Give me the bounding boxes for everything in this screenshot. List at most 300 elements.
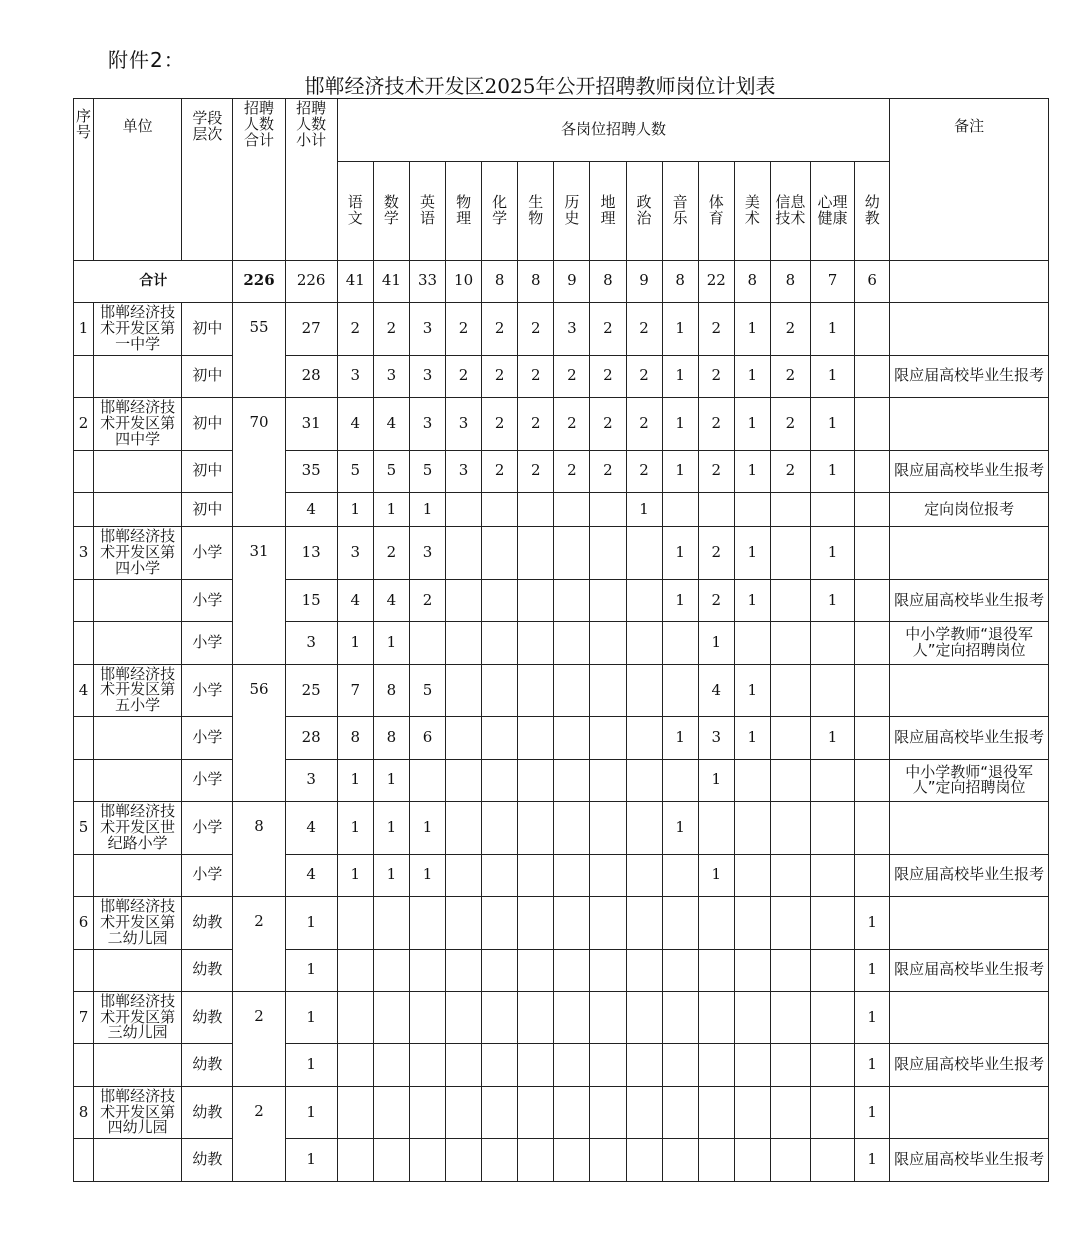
summary-count: 9	[626, 260, 662, 302]
row-count	[698, 1139, 734, 1182]
row-remark: 限应届高校毕业生报考	[890, 717, 1049, 759]
row-count	[770, 579, 810, 621]
row-count	[810, 1086, 854, 1139]
row-total: 31	[233, 527, 285, 664]
row-count	[734, 622, 770, 664]
row-count: 1	[855, 1139, 890, 1182]
row-count	[409, 1086, 445, 1139]
row-total: 2	[233, 897, 285, 992]
row-count: 2	[590, 398, 626, 451]
row-count: 2	[698, 398, 734, 451]
row-count	[590, 579, 626, 621]
header-row-top	[74, 99, 1049, 162]
header-seq: 序号	[74, 99, 94, 261]
row-count	[554, 991, 590, 1044]
row-count	[626, 991, 662, 1044]
row-count	[409, 1139, 445, 1182]
row-count	[626, 1139, 662, 1182]
row-count	[446, 1086, 482, 1139]
row-count	[734, 1139, 770, 1182]
row-seq-empty	[74, 949, 94, 991]
row-count	[770, 717, 810, 759]
header-subject: 数学	[373, 161, 409, 260]
row-count	[518, 622, 554, 664]
row-subtotal: 28	[285, 355, 337, 397]
row-unit-empty	[94, 717, 182, 759]
summary-count: 8	[662, 260, 698, 302]
row-count: 2	[337, 303, 373, 356]
row-unit-empty	[94, 355, 182, 397]
row-subtotal: 13	[285, 527, 337, 580]
table-row	[74, 759, 1049, 801]
row-count	[626, 759, 662, 801]
row-count	[626, 717, 662, 759]
row-count	[554, 1044, 590, 1086]
row-count: 1	[810, 355, 854, 397]
row-count	[810, 664, 854, 717]
row-count: 1	[662, 717, 698, 759]
row-seq-empty	[74, 759, 94, 801]
row-count: 2	[590, 355, 626, 397]
row-count: 2	[373, 527, 409, 580]
row-count	[554, 759, 590, 801]
row-remark: 中小学教师“退役军人”定向招聘岗位	[890, 759, 1049, 801]
row-count: 4	[373, 398, 409, 451]
row-count	[554, 949, 590, 991]
row-unit: 邯郸经济技术开发区第一中学	[94, 303, 182, 356]
row-count	[855, 854, 890, 896]
row-remark	[890, 991, 1049, 1044]
row-count: 1	[698, 622, 734, 664]
row-total: 55	[233, 303, 285, 398]
row-count: 2	[626, 303, 662, 356]
row-subtotal: 1	[285, 949, 337, 991]
table-row	[74, 622, 1049, 664]
row-count	[770, 854, 810, 896]
row-count: 3	[698, 717, 734, 759]
row-count: 1	[855, 1044, 890, 1086]
row-count	[482, 1086, 518, 1139]
row-count: 2	[409, 579, 445, 621]
row-count	[734, 492, 770, 526]
row-remark	[890, 303, 1049, 356]
row-count: 1	[855, 897, 890, 950]
row-count: 2	[446, 355, 482, 397]
row-count	[409, 991, 445, 1044]
row-count: 1	[337, 854, 373, 896]
row-count	[518, 1044, 554, 1086]
row-unit-empty	[94, 622, 182, 664]
row-count: 7	[337, 664, 373, 717]
row-count	[337, 1044, 373, 1086]
row-count	[770, 1139, 810, 1182]
row-count	[590, 854, 626, 896]
row-count: 1	[373, 854, 409, 896]
table-row	[74, 398, 1049, 451]
row-stage: 初中	[182, 303, 233, 356]
row-count	[518, 1139, 554, 1182]
header-subject: 音乐	[662, 161, 698, 260]
row-count	[626, 854, 662, 896]
row-count: 3	[409, 398, 445, 451]
row-count	[855, 355, 890, 397]
row-count	[482, 991, 518, 1044]
row-count: 1	[337, 492, 373, 526]
row-count: 3	[554, 303, 590, 356]
row-count	[770, 1086, 810, 1139]
row-seq-empty	[74, 1139, 94, 1182]
row-count: 1	[734, 450, 770, 492]
row-count: 1	[810, 450, 854, 492]
table-row	[74, 1139, 1049, 1182]
row-stage: 小学	[182, 527, 233, 580]
row-count	[482, 717, 518, 759]
table-row	[74, 664, 1049, 717]
row-count: 1	[855, 991, 890, 1044]
row-count	[373, 1044, 409, 1086]
row-total: 2	[233, 1086, 285, 1181]
row-seq-empty	[74, 622, 94, 664]
row-count: 1	[734, 579, 770, 621]
row-count	[409, 949, 445, 991]
row-subtotal: 31	[285, 398, 337, 451]
summary-label: 合计	[74, 260, 233, 302]
row-count: 5	[409, 664, 445, 717]
row-unit: 邯郸经济技术开发区世纪路小学	[94, 802, 182, 855]
row-count: 1	[337, 759, 373, 801]
row-count	[518, 802, 554, 855]
row-count	[554, 854, 590, 896]
row-stage: 初中	[182, 450, 233, 492]
row-count	[698, 1044, 734, 1086]
row-count: 5	[409, 450, 445, 492]
row-count	[446, 897, 482, 950]
row-count: 2	[482, 355, 518, 397]
attachment-label: 附件2：	[108, 48, 185, 72]
row-count	[590, 759, 626, 801]
row-stage: 幼教	[182, 1086, 233, 1139]
row-count: 4	[337, 398, 373, 451]
row-count	[337, 897, 373, 950]
row-unit-empty	[94, 1044, 182, 1086]
row-count: 2	[770, 398, 810, 451]
row-count	[554, 897, 590, 950]
table-row	[74, 1044, 1049, 1086]
row-count: 2	[698, 527, 734, 580]
row-count: 1	[337, 622, 373, 664]
row-count	[698, 802, 734, 855]
row-count	[482, 854, 518, 896]
row-count	[590, 664, 626, 717]
row-count: 2	[770, 450, 810, 492]
row-count	[810, 492, 854, 526]
summary-count: 22	[698, 260, 734, 302]
row-count	[482, 897, 518, 950]
row-count	[810, 1139, 854, 1182]
row-count	[337, 1139, 373, 1182]
header-subject: 政治	[626, 161, 662, 260]
summary-count: 41	[337, 260, 373, 302]
row-count: 1	[734, 398, 770, 451]
row-total: 56	[233, 664, 285, 801]
row-unit-empty	[94, 1139, 182, 1182]
row-seq-empty	[74, 717, 94, 759]
row-count	[518, 717, 554, 759]
row-seq: 6	[74, 897, 94, 950]
row-count	[626, 949, 662, 991]
row-count	[518, 759, 554, 801]
row-count	[554, 1139, 590, 1182]
row-count: 1	[810, 303, 854, 356]
row-count	[698, 492, 734, 526]
header-unit: 单位	[94, 99, 182, 261]
row-stage: 初中	[182, 398, 233, 451]
row-count: 2	[373, 303, 409, 356]
row-count: 4	[337, 579, 373, 621]
row-unit-empty	[94, 492, 182, 526]
row-count	[810, 897, 854, 950]
row-subtotal: 1	[285, 991, 337, 1044]
row-count: 1	[662, 355, 698, 397]
row-count: 2	[590, 450, 626, 492]
row-unit: 邯郸经济技术开发区第四小学	[94, 527, 182, 580]
row-remark	[890, 527, 1049, 580]
header-subject: 物理	[446, 161, 482, 260]
row-count	[554, 717, 590, 759]
recruitment-plan-table	[73, 98, 1049, 1182]
row-stage: 幼教	[182, 1139, 233, 1182]
summary-total: 226	[233, 260, 285, 302]
row-stage: 幼教	[182, 1044, 233, 1086]
row-count: 2	[446, 303, 482, 356]
row-count	[662, 1086, 698, 1139]
row-count	[446, 949, 482, 991]
row-count: 5	[373, 450, 409, 492]
header-subject: 生物	[518, 161, 554, 260]
row-count	[626, 622, 662, 664]
row-count	[446, 759, 482, 801]
row-count	[734, 1044, 770, 1086]
row-count	[662, 897, 698, 950]
row-count	[734, 759, 770, 801]
row-count: 1	[662, 303, 698, 356]
row-count	[662, 949, 698, 991]
row-count	[482, 759, 518, 801]
row-count: 1	[373, 802, 409, 855]
row-remark: 限应届高校毕业生报考	[890, 854, 1049, 896]
row-unit-empty	[94, 949, 182, 991]
row-unit: 邯郸经济技术开发区第三幼儿园	[94, 991, 182, 1044]
row-count	[518, 527, 554, 580]
row-count	[446, 664, 482, 717]
row-count	[482, 492, 518, 526]
row-count	[518, 1086, 554, 1139]
row-count: 8	[373, 717, 409, 759]
row-count	[810, 854, 854, 896]
row-count	[590, 897, 626, 950]
row-unit-empty	[94, 579, 182, 621]
row-count: 1	[662, 579, 698, 621]
row-stage: 小学	[182, 579, 233, 621]
row-unit: 邯郸经济技术开发区第四幼儿园	[94, 1086, 182, 1139]
row-count: 1	[409, 854, 445, 896]
table-row	[74, 802, 1049, 855]
row-unit: 邯郸经济技术开发区第四中学	[94, 398, 182, 451]
row-count	[409, 622, 445, 664]
row-remark: 限应届高校毕业生报考	[890, 450, 1049, 492]
summary-count: 8	[770, 260, 810, 302]
header-subject: 心理健康	[810, 161, 854, 260]
table-row	[74, 949, 1049, 991]
row-remark: 限应届高校毕业生报考	[890, 1044, 1049, 1086]
row-count	[482, 802, 518, 855]
row-count	[626, 579, 662, 621]
page-title: 邯郸经济技术开发区2025年公开招聘教师岗位计划表	[304, 74, 776, 98]
row-count: 2	[626, 450, 662, 492]
summary-count: 41	[373, 260, 409, 302]
row-count	[590, 802, 626, 855]
row-remark	[890, 897, 1049, 950]
row-count	[482, 1044, 518, 1086]
row-count	[482, 579, 518, 621]
row-count	[482, 664, 518, 717]
row-stage: 幼教	[182, 949, 233, 991]
row-count	[446, 991, 482, 1044]
row-count	[518, 854, 554, 896]
row-count	[855, 527, 890, 580]
header-total: 招聘人数合计	[233, 99, 285, 261]
row-count	[770, 759, 810, 801]
row-count	[810, 949, 854, 991]
row-count: 1	[810, 579, 854, 621]
row-stage: 小学	[182, 759, 233, 801]
row-count	[626, 527, 662, 580]
row-remark: 限应届高校毕业生报考	[890, 1139, 1049, 1182]
row-stage: 初中	[182, 355, 233, 397]
row-remark: 限应届高校毕业生报考	[890, 579, 1049, 621]
row-count: 2	[590, 303, 626, 356]
row-count	[446, 1139, 482, 1182]
row-count: 1	[698, 854, 734, 896]
row-count: 2	[518, 303, 554, 356]
summary-count: 8	[734, 260, 770, 302]
row-count	[446, 492, 482, 526]
row-count	[810, 802, 854, 855]
row-count: 3	[446, 450, 482, 492]
row-count	[770, 802, 810, 855]
row-count	[554, 527, 590, 580]
row-subtotal: 35	[285, 450, 337, 492]
row-count	[662, 622, 698, 664]
row-count: 1	[662, 450, 698, 492]
row-count: 1	[337, 802, 373, 855]
row-count	[734, 991, 770, 1044]
row-count	[855, 492, 890, 526]
row-count	[590, 717, 626, 759]
row-count: 1	[373, 622, 409, 664]
table-row	[74, 355, 1049, 397]
header-subject: 美术	[734, 161, 770, 260]
row-count: 1	[373, 492, 409, 526]
row-count	[855, 622, 890, 664]
row-count	[446, 1044, 482, 1086]
row-count	[590, 622, 626, 664]
row-count	[446, 854, 482, 896]
row-count	[734, 1086, 770, 1139]
row-remark: 限应届高校毕业生报考	[890, 355, 1049, 397]
row-seq-empty	[74, 579, 94, 621]
row-seq: 5	[74, 802, 94, 855]
row-count	[373, 1086, 409, 1139]
row-stage: 小学	[182, 664, 233, 717]
row-count	[554, 1086, 590, 1139]
row-count	[518, 664, 554, 717]
row-count	[446, 802, 482, 855]
row-subtotal: 3	[285, 622, 337, 664]
row-count	[770, 527, 810, 580]
row-count: 2	[518, 398, 554, 451]
row-count: 1	[734, 664, 770, 717]
row-count	[373, 991, 409, 1044]
row-subtotal: 4	[285, 802, 337, 855]
row-count: 3	[373, 355, 409, 397]
table-row	[74, 527, 1049, 580]
summary-count: 6	[855, 260, 890, 302]
summary-count: 9	[554, 260, 590, 302]
row-count: 2	[698, 579, 734, 621]
row-count	[373, 1139, 409, 1182]
table-row	[74, 1086, 1049, 1139]
row-count	[810, 622, 854, 664]
row-count: 2	[554, 450, 590, 492]
row-count	[409, 1044, 445, 1086]
row-count	[698, 949, 734, 991]
row-count: 2	[482, 450, 518, 492]
row-count	[554, 622, 590, 664]
summary-count: 8	[518, 260, 554, 302]
row-stage: 小学	[182, 802, 233, 855]
row-count: 1	[373, 759, 409, 801]
row-unit: 邯郸经济技术开发区第五小学	[94, 664, 182, 717]
header-subject: 信息技术	[770, 161, 810, 260]
row-count: 2	[554, 398, 590, 451]
row-stage: 小学	[182, 854, 233, 896]
row-count	[855, 303, 890, 356]
row-count	[482, 949, 518, 991]
row-count: 1	[734, 355, 770, 397]
row-subtotal: 27	[285, 303, 337, 356]
row-count: 4	[373, 579, 409, 621]
row-count	[554, 802, 590, 855]
row-stage: 幼教	[182, 991, 233, 1044]
row-count	[626, 897, 662, 950]
row-count	[855, 579, 890, 621]
row-count	[337, 1086, 373, 1139]
row-count: 1	[662, 398, 698, 451]
row-count	[482, 622, 518, 664]
row-unit-empty	[94, 450, 182, 492]
row-count: 6	[409, 717, 445, 759]
summary-count: 7	[810, 260, 854, 302]
row-count	[810, 1044, 854, 1086]
row-subtotal: 3	[285, 759, 337, 801]
row-count	[409, 897, 445, 950]
row-count: 3	[409, 303, 445, 356]
row-count: 3	[409, 355, 445, 397]
row-count	[810, 759, 854, 801]
row-count	[770, 622, 810, 664]
table-row	[74, 991, 1049, 1044]
